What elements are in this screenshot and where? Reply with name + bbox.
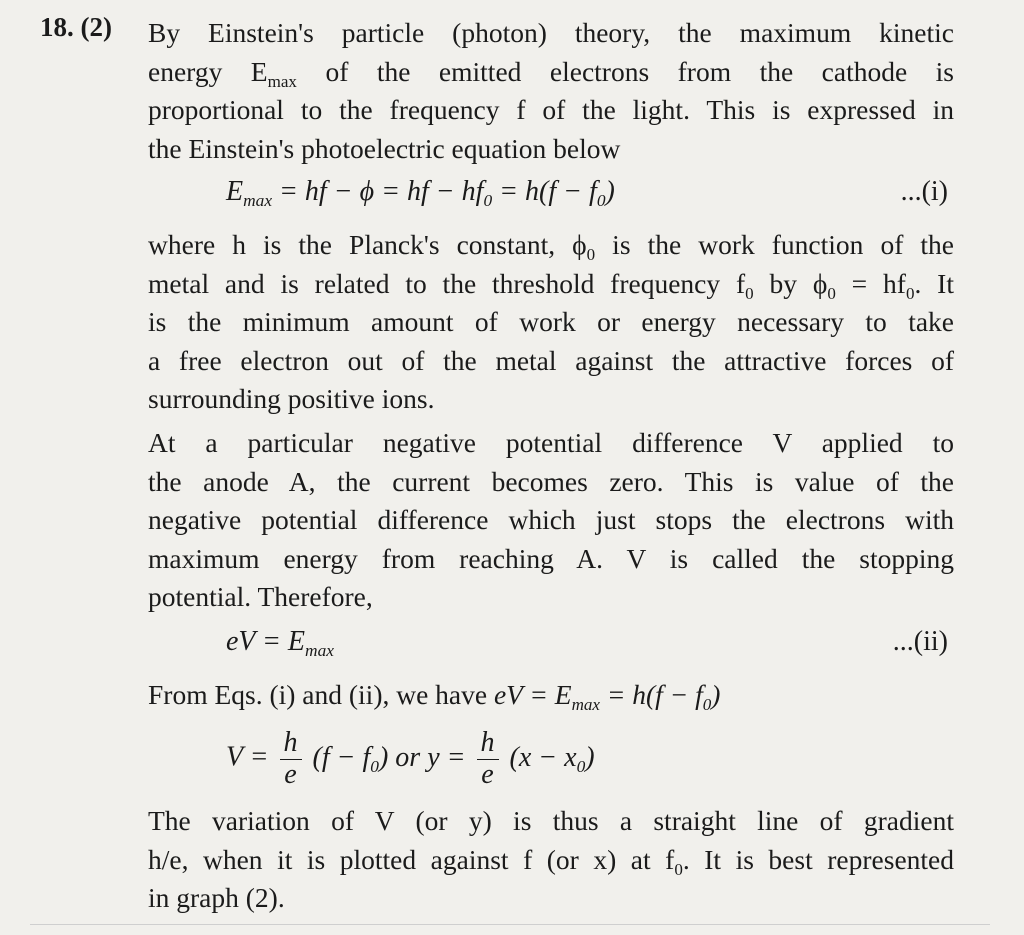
equation-3-line	[148, 676, 954, 715]
paragraph-work-function	[148, 226, 954, 419]
para-1	[148, 14, 954, 168]
eq4-middle: $(f - f_0)$ or y =	[312, 741, 466, 776]
equation-3: eV = $E_{max} = h(f - f_0)$	[493, 679, 721, 714]
para2-line: where h is the Planck's constant, $\phi_0$ is the work function of the	[148, 229, 954, 264]
fraction-numerator: h	[280, 728, 302, 760]
para4-line: in graph (2).	[148, 882, 285, 913]
para2-line: a free electron out of the metal against the attractive forces of	[148, 344, 954, 376]
paragraph-conclusion	[148, 802, 954, 918]
eq4-lhs: V =	[226, 741, 269, 773]
para4-line: h/e, when it is plotted against f (or x) at $f_0$. It is best represented	[148, 843, 954, 879]
para1-line: proportional to the frequency f of the light. This is expressed in	[148, 94, 954, 125]
paragraph-stopping-potential	[148, 424, 954, 617]
question-number: 18. (2)	[40, 12, 112, 42]
fraction-numerator-2: h	[477, 728, 499, 760]
para2-line: surrounding positive ions.	[148, 383, 435, 414]
para3-line: negative potential difference which just stops the electrons with	[148, 504, 954, 535]
para2-line: is the minimum amount of work or energy necessary to take	[148, 306, 954, 337]
para2-line: metal and is related to the threshold frequency $f_0$ by $\phi_0 = hf_0$. It	[148, 267, 954, 303]
fraction-denominator-2: e	[481, 758, 494, 790]
fraction-denominator: e	[284, 758, 297, 790]
para1-line: By Einstein's particle (photon) theory, the maximum kinetic	[148, 17, 954, 48]
para1-line: the Einstein's photoelectric equation below	[148, 132, 621, 164]
equation-3-intro: From Eqs. (i) and (ii), we have	[148, 679, 488, 710]
para-2	[148, 226, 954, 419]
equation-1-tag: ...(i)	[900, 176, 948, 207]
para1-line: energy $E_{max}$ of the emitted electrons from the cathode is	[148, 55, 955, 91]
para3-line: At a particular negative potential difference V applied to	[148, 427, 954, 458]
fraction-h-over-e	[280, 728, 302, 791]
fraction-h-over-e-2	[477, 728, 499, 791]
page-bottom-edge	[30, 924, 990, 935]
equation-4	[226, 728, 595, 791]
eq4-tail: $(x - x_0)$	[509, 741, 595, 776]
para-4	[148, 802, 954, 918]
para3-line: maximum energy from reaching A. V is called the stopping	[148, 542, 954, 574]
para4-line: The variation of V (or y) is thus a straight line of gradient	[148, 805, 954, 836]
equation-2: eV = $E_{max}$	[226, 626, 334, 661]
equation-1-row	[148, 176, 954, 216]
equation-4-row	[148, 722, 954, 792]
equation-2-row	[148, 626, 954, 666]
paragraph-intro	[148, 14, 954, 168]
equation-2-tag: ...(ii)	[892, 626, 948, 657]
para3-line: potential. Therefore,	[148, 581, 373, 612]
equation-1: $E_{max}$ = hf − ϕ = hf − $hf_0 = h(f - f_0)$	[226, 176, 615, 211]
para3-line: the anode A, the current becomes zero. This is value of the	[148, 465, 954, 497]
para-3	[148, 424, 954, 617]
